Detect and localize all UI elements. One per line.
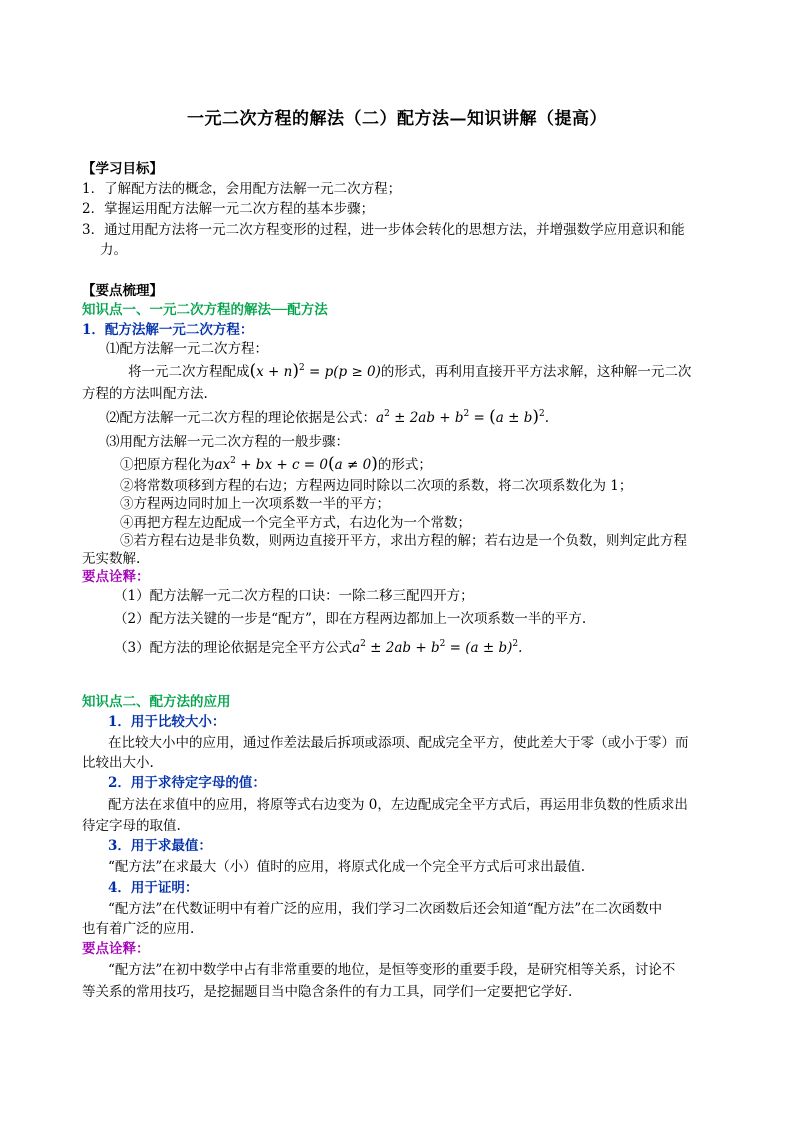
kp1-step: ②将常数项移到方程的右边；方程两边同时除以二次项的系数，将二次项系数化为 1； bbox=[120, 478, 633, 494]
kp1-paragraph: ⑴配方法解一元二次方程： bbox=[106, 341, 268, 357]
goal-item: 2．掌握运用配方法解一元二次方程的基本步骤； bbox=[82, 201, 375, 217]
kp1-paragraph: ⑶用配方法解一元二次方程的一般步骤： bbox=[106, 434, 349, 450]
kp2-subheading: 3．用于求最值： bbox=[108, 838, 212, 854]
kp2-subheading: 2．用于求待定字母的值： bbox=[108, 775, 266, 791]
kp2-paragraph: 待定字母的取值. bbox=[82, 818, 181, 834]
kp1-paragraph bbox=[128, 362, 691, 381]
kp2-paragraph: “配方法”在代数证明中有着广泛的应用，我们学习二次函数后还会知道“配方法”在二次函数中 bbox=[108, 901, 663, 917]
note-item: （1）配方法解一元二次方程的口诀：一除二移三配四开方； bbox=[114, 588, 474, 604]
note-text: （3）配方法的理论依据是完全平方公式 bbox=[114, 640, 353, 656]
kp1-text: 将一元二次方程配成 bbox=[128, 364, 250, 380]
kp1-step: ③方程两边同时加上一次项系数一半的平方； bbox=[120, 496, 390, 512]
kp1-step: ⑤若方程右边是非负数，则两边直接开平方，求出方程的解；若右边是一个负数，则判定此方程 bbox=[120, 533, 687, 549]
goal-item: 力。 bbox=[100, 242, 127, 258]
kp1-text: ⑵配方法解一元二次方程的理论依据是公式： bbox=[106, 410, 376, 426]
kp1-text: 的形式，再利用直接开平方法求解，这种解一元二次 bbox=[380, 364, 692, 380]
formula-standard-form: $ax^2$ + bx + c = 0(a ≠ 0) bbox=[214, 454, 378, 474]
kp1-paragraph: 方程的方法叫配方法. bbox=[82, 386, 208, 402]
goal-item: 3．通过用配方法将一元二次方程变形的过程，进一步体会转化的思想方法，并增强数学应用意识和能 bbox=[82, 222, 685, 238]
kp1-subheading: 1．配方法解一元二次方程： bbox=[82, 322, 254, 338]
kp2-paragraph: 也有着广泛的应用. bbox=[82, 921, 195, 937]
kp2-subheading: 1．用于比较大小： bbox=[108, 714, 226, 730]
points-heading: 【要点梳理】 bbox=[82, 283, 163, 299]
kp2-paragraph: 比较出大小. bbox=[82, 755, 154, 771]
knowledge-point-2-title: 知识点二、配方法的应用 bbox=[82, 694, 231, 710]
formula-completed-square: $(x + n)^2 = p(p \ge 0)$ bbox=[249, 361, 381, 381]
note-heading: 要点诠释： bbox=[82, 941, 150, 957]
kp1-step: ④再把方程左边配成一个完全平方式，右边化为一个常数； bbox=[120, 515, 471, 531]
kp2-subheading: 4．用于证明： bbox=[108, 880, 199, 896]
kp1-text: ①把原方程化为 bbox=[120, 457, 215, 473]
page-title: 一元二次方程的解法（二）配方法—知识讲解（提高） bbox=[187, 109, 607, 129]
kp2-paragraph: 在比较大小中的应用，通过作差法最后拆项或添项、配成完全平方，使此差大于零（或小于零）而 bbox=[108, 735, 689, 751]
kp1-step bbox=[120, 455, 432, 474]
kp1-text: 的形式； bbox=[377, 457, 432, 473]
note-paragraph: 等关系的常用技巧，是挖掘题目当中隐含条件的有力工具，同学们一定要把它学好. bbox=[82, 984, 573, 1000]
kp2-paragraph: “配方法”在求最大（小）值时的应用，将原式化成一个完全平方式后可求出最值. bbox=[108, 859, 586, 875]
formula-square-identity: $a^2 \pm 2ab + b^2 = (a \pm b)^2$. bbox=[376, 407, 550, 427]
knowledge-point-1-title: 知识点一、一元二次方程的解法──配方法 bbox=[82, 302, 328, 318]
note-item: （2）配方法关键的一步是“配方”，即在方程两边都加上一次项系数一半的平方. bbox=[114, 611, 587, 627]
formula-square-identity: $a^2 \pm 2ab + b^2 = (a \pm b)^2$. bbox=[352, 639, 523, 656]
note-heading: 要点诠释： bbox=[82, 569, 150, 585]
goals-heading: 【学习目标】 bbox=[82, 161, 163, 177]
kp1-paragraph bbox=[106, 408, 549, 427]
note-item bbox=[114, 639, 522, 657]
kp1-step: 无实数解. bbox=[82, 551, 141, 567]
note-paragraph: “配方法”在初中数学中占有非常重要的地位，是恒等变形的重要手段，是研究相等关系，讨论不 bbox=[108, 962, 676, 978]
goal-item: 1．了解配方法的概念，会用配方法解一元二次方程； bbox=[82, 181, 402, 197]
kp2-paragraph: 配方法在求值中的应用，将原等式右边变为 0，左边配成完全平方式后，再运用非负数的性质求出 bbox=[108, 797, 688, 813]
